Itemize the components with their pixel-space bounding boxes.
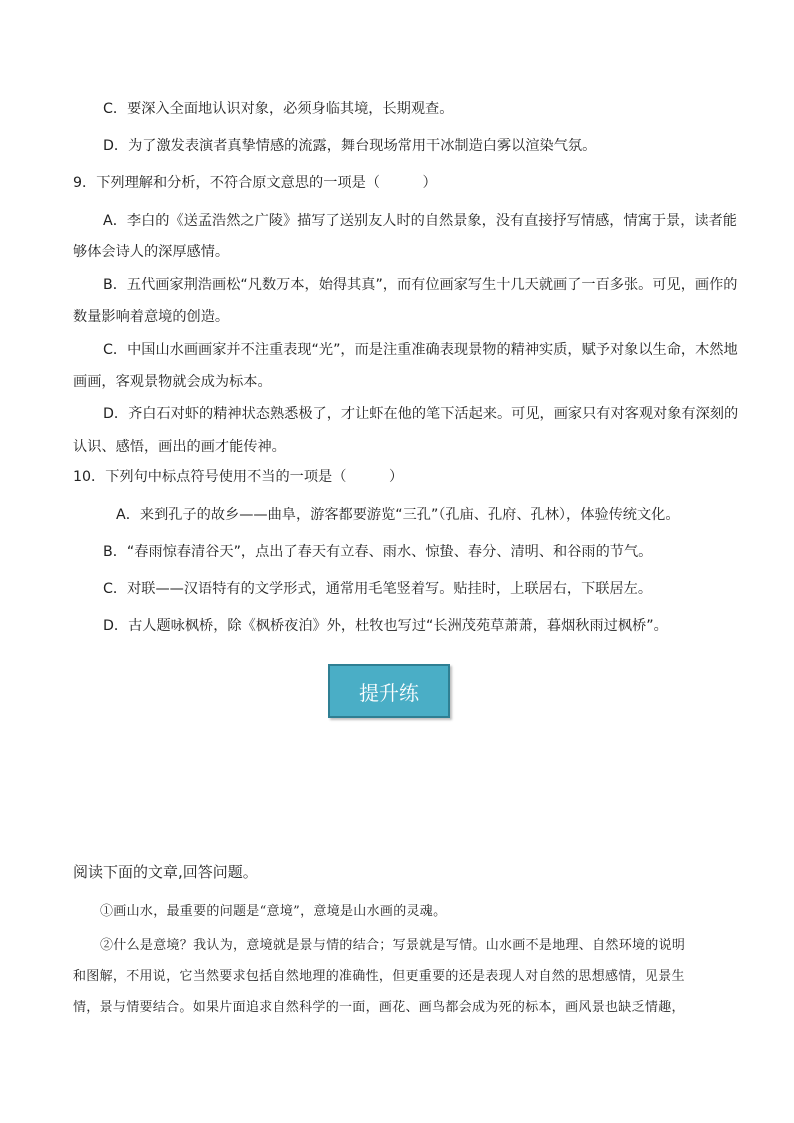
section-banner [328, 664, 450, 718]
q10-option-d: D．古人题咏枫桥，除《枫桥夜泊》外，杜牧也写过“长洲茂苑草萧萧，暮烟秋雨过枫桥”。 [103, 618, 668, 634]
q9-option-a-line1: A．李白的《送孟浩然之广陵》描写了送别友人时的自然景象，没有直接抒写情感，情寓于景，读者能 [103, 213, 737, 229]
section-banner-label: 提升练 [359, 680, 419, 705]
q9-option-d-line1: D．齐白石对虾的精神状态熟悉极了，才让虾在他的笔下活起来。可见，画家只有对客观对象有深刻的 [103, 406, 739, 422]
q9-stem: 9．下列理解和分析，不符合原文意思的一项是（ ） [73, 175, 437, 191]
reading-paragraph-1: ①画山水，最重要的问题是“意境”，意境是山水画的灵魂。 [100, 904, 447, 919]
q9-option-c-line2: 画画，客观景物就会成为标本。 [73, 374, 272, 390]
q10-option-a: A．来到孔子的故乡——曲阜，游客都要游览“三孔”（孔庙、孔府、孔林），体验传统文化。 [116, 507, 680, 523]
q10-option-c: C．对联——汉语特有的文学形式，通常用毛笔竖着写。贴挂时，上联居右，下联居左。 [103, 581, 653, 597]
q9-option-b-line2: 数量影响着意境的创造。 [73, 309, 230, 325]
reading-paragraph-2-line3: 情，景与情要结合。如果片面追求自然科学的一面，画花、画鸟都会成为死的标本，画风景也缺乏情趣， [73, 1000, 685, 1015]
reading-paragraph-2-line2: 和图解，不用说，它当然要求包括自然地理的准确性，但更重要的还是表现人对自然的思想感情，见景生 [73, 969, 685, 984]
q10-option-b: B．“春雨惊春清谷天”，点出了春天有立春、雨水、惊蛰、春分、清明、和谷雨的节气。 [103, 544, 653, 560]
reading-intro: 阅读下面的文章,回答问题。 [73, 863, 258, 881]
q8-option-c: C．要深入全面地认识对象，必须身临其境，长期观查。 [103, 101, 454, 117]
q8-option-d: D．为了激发表演者真挚情感的流露，舞台现场常用干冰制造白雾以渲染气氛。 [103, 138, 597, 154]
q9-option-b-line1: B．五代画家荆浩画松“凡数万本，始得其真”，而有位画家写生十几天就画了一百多张。可见，画作的 [103, 277, 738, 293]
q9-option-c-line1: C．中国山水画画家并不注重表现“光”，而是注重准确表现景物的精神实质，赋予对象以生命，木然地 [103, 342, 738, 358]
q10-stem: 10．下列句中标点符号使用不当的一项是（ ） [73, 469, 404, 485]
reading-paragraph-2-line1: ②什么是意境？我认为，意境就是景与情的结合；写景就是写情。山水画不是地理、自然环境的说明 [100, 938, 686, 953]
q9-option-a-line2: 够体会诗人的深厚感情。 [73, 244, 230, 260]
q9-option-d-line2: 认识、感悟，画出的画才能传神。 [73, 439, 286, 455]
